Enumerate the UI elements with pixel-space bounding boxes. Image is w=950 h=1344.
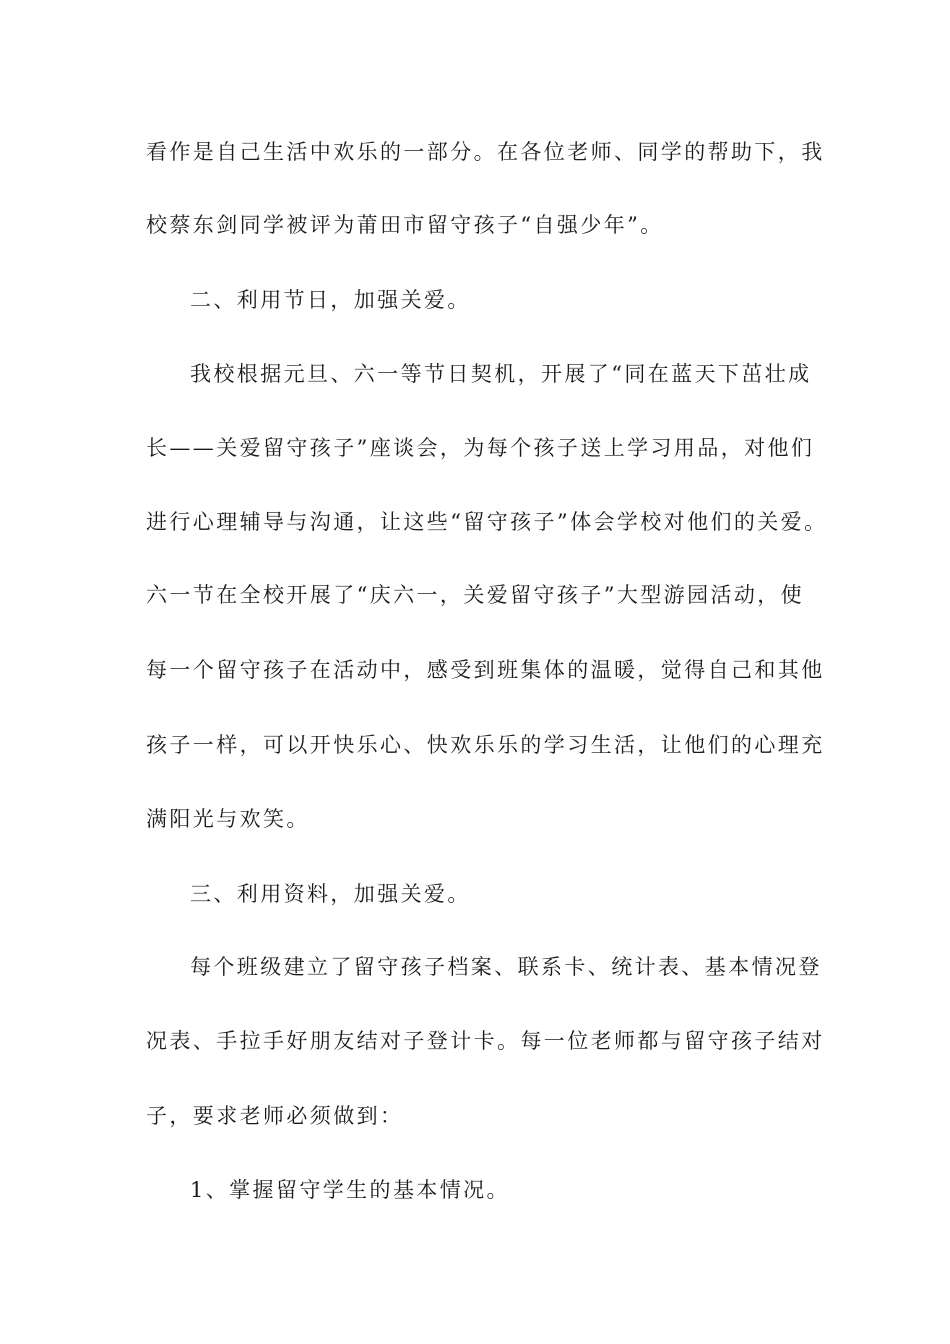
text-line-6: 进行心理辅导与沟通，让这些“留守孩子”体会学校对他们的关爱。 xyxy=(146,510,828,534)
text-line-10: 满阳光与欢笑。 xyxy=(146,807,310,831)
text-line-4: 我校根据元旦、六一等节日契机，开展了“同在蓝天下茁壮成 xyxy=(190,362,812,386)
text-line-5: 长——关爱留守孩子”座谈会，为每个孩子送上学习用品，对他们 xyxy=(146,436,815,460)
text-line-9: 孩子一样，可以开快乐心、快欢乐乐的学习生活，让他们的心理充 xyxy=(146,733,825,757)
section-heading-3: 三、利用资料，加强关爱。 xyxy=(190,882,471,906)
list-item-1: 1、掌握留守学生的基本情况。 xyxy=(190,1178,510,1202)
text-line-12: 每个班级建立了留守孩子档案、联系卡、统计表、基本情况登 xyxy=(190,955,822,979)
text-line-8: 每一个留守孩子在活动中，感受到班集体的温暖，觉得自己和其他 xyxy=(146,658,825,682)
text-line-2: 校蔡东剑同学被评为莆田市留守孩子“自强少年”。 xyxy=(146,213,664,237)
text-line-13: 况表、手拉手好朋友结对子登计卡。每一位老师都与留守孩子结对 xyxy=(146,1029,825,1053)
text-line-14: 子，要求老师必须做到： xyxy=(146,1104,404,1128)
text-line-7: 六一节在全校开展了“庆六一，关爱留守孩子”大型游园活动，使 xyxy=(146,583,805,607)
section-heading-2: 二、利用节日，加强关爱。 xyxy=(190,288,471,312)
text-line-1: 看作是自己生活中欢乐的一部分。在各位老师、同学的帮助下，我 xyxy=(146,140,825,164)
